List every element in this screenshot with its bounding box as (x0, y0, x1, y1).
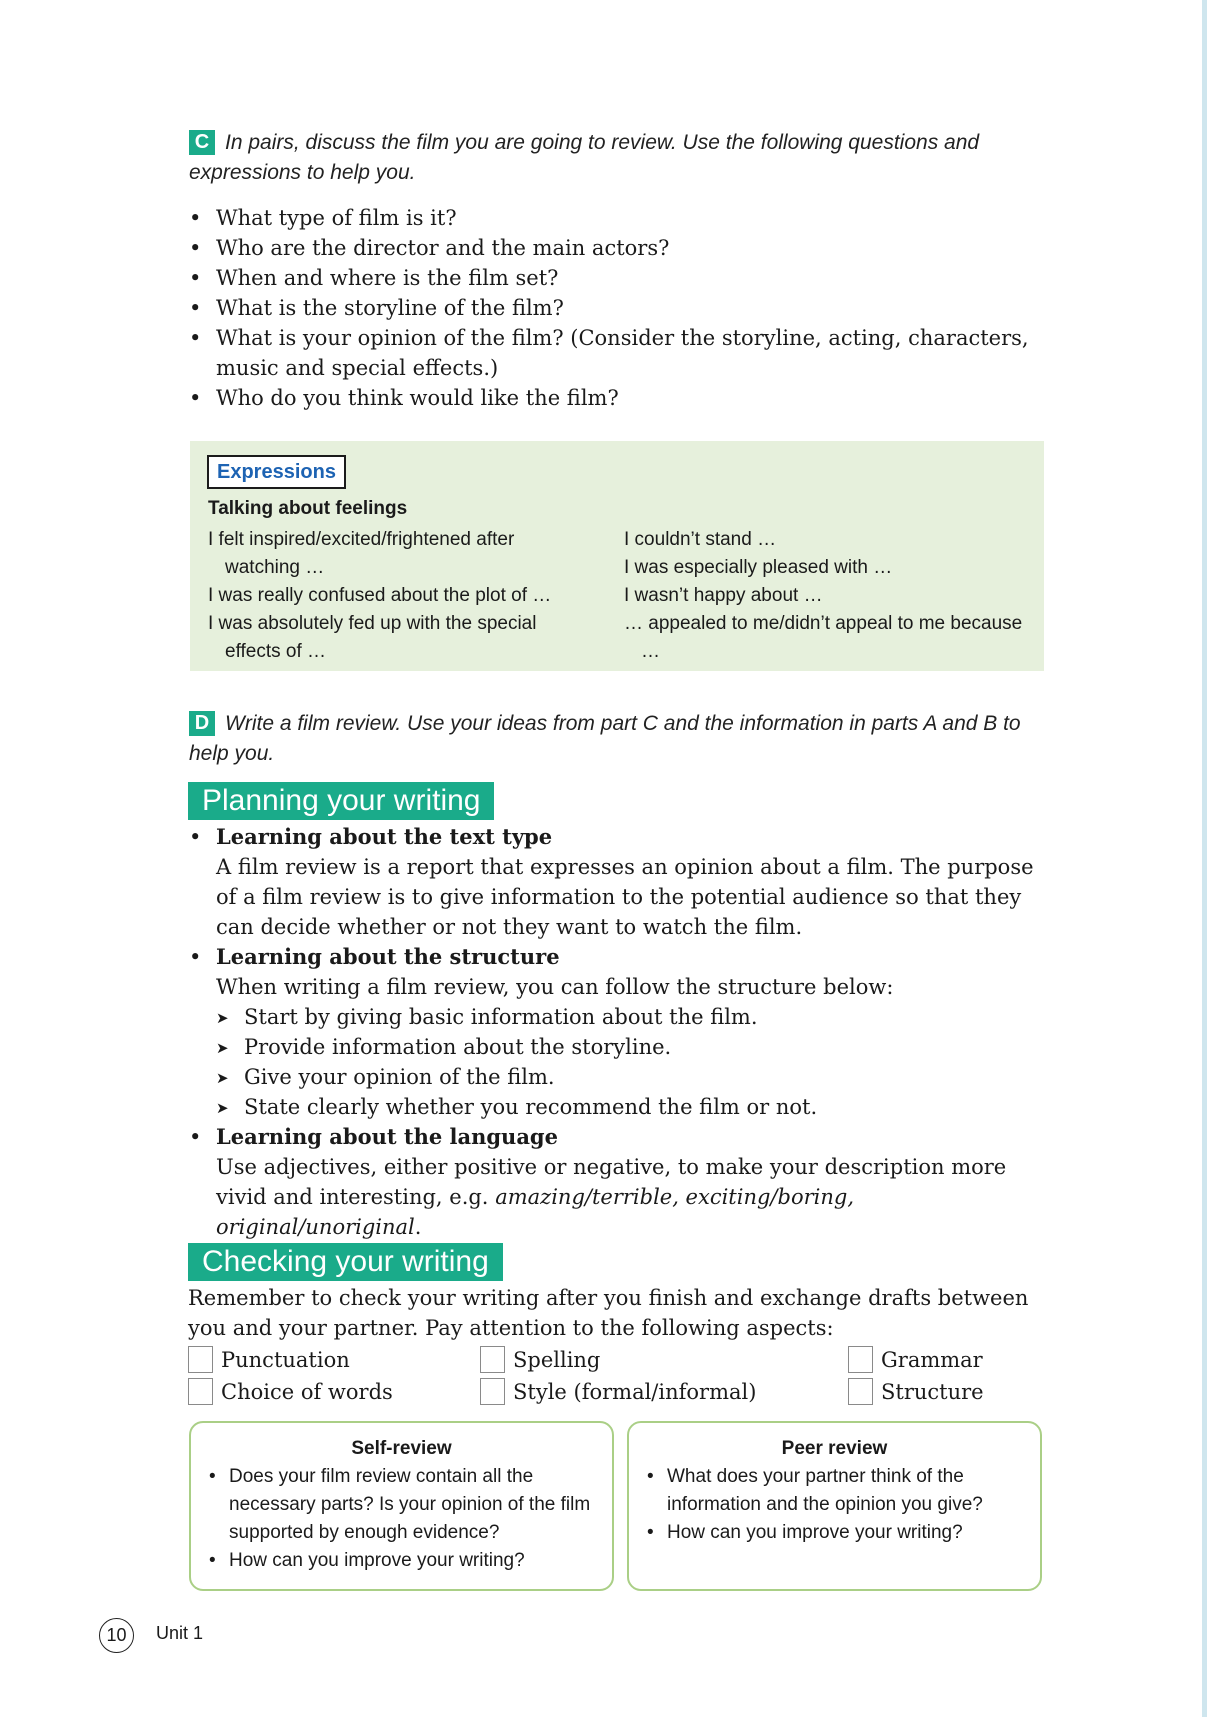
text-type-heading: • Learning about the text type (216, 824, 553, 849)
list-item: • What is your opinion of the film? (Consider the storyline, acting, characters, music and special effects.) (189, 323, 1049, 383)
checking-banner: Checking your writing (188, 1243, 503, 1281)
planning-banner: Planning your writing (188, 782, 494, 820)
checklist-item[interactable] (848, 1378, 984, 1406)
checkbox[interactable] (188, 1378, 213, 1405)
expression-item: I was especially pleased with … (624, 557, 893, 578)
self-review-title: Self-review (351, 1438, 452, 1459)
expressions-left-column (208, 526, 588, 666)
section-d-letter: D (189, 711, 215, 736)
expression-item: I couldn’t stand … (624, 529, 777, 550)
list-item: • How can you improve your writing? (209, 1547, 598, 1575)
checklist-label: Style (formal/informal) (513, 1380, 757, 1404)
checklist-item[interactable] (848, 1346, 983, 1374)
expression-item: I was really confused about the plot of … (208, 585, 552, 606)
planning-item-language (189, 1122, 1049, 1242)
expression-item: I wasn’t happy about … (624, 585, 823, 606)
structure-step: ➤ Provide information about the storyline. (189, 1032, 1049, 1062)
expression-item: I felt inspired/excited/frightened after watching … (208, 529, 515, 578)
structure-heading: • Learning about the structure (216, 944, 560, 969)
section-c-letter: C (189, 130, 215, 155)
checklist-label: Choice of words (221, 1380, 393, 1404)
peer-review-title: Peer review (781, 1438, 888, 1459)
unit-label: Unit 1 (156, 1623, 204, 1643)
section-d-text: Write a film review. Use your ideas from part C and the information in parts A and B to help you. (189, 712, 1021, 765)
checklist-label: Grammar (881, 1348, 983, 1372)
text-type-body: A film review is a report that expresses an opinion about a film. The purpose of a film review is to give information to the potential audience so that they can decide whether or not they want to watch the film. (216, 855, 1034, 939)
self-review-box (189, 1421, 614, 1591)
list-item: • When and where is the film set? (189, 263, 1049, 293)
page-edge-strip (1202, 0, 1207, 1717)
checkbox[interactable] (848, 1346, 873, 1373)
checklist-label: Spelling (513, 1348, 601, 1372)
structure-intro: When writing a film review, you can follow the structure below: (216, 975, 894, 999)
planning-content (189, 822, 1049, 1242)
expression-item: … appealed to me/didn’t appeal to me because … (624, 613, 1023, 662)
list-item: • What type of film is it? (189, 203, 1049, 233)
structure-step: ➤ Give your opinion of the film. (189, 1062, 1049, 1092)
checklist-item[interactable] (480, 1378, 756, 1406)
language-examples: amazing/terrible, exciting/boring, original/unoriginal (216, 1185, 854, 1239)
language-body: Use adjectives, either positive or negative, to make your description more vivid and interesting, e.g. (216, 1155, 1007, 1209)
list-item: • How can you improve your writing? (647, 1519, 1026, 1547)
checklist-label: Structure (881, 1380, 984, 1404)
checklist-item[interactable] (188, 1378, 393, 1406)
planning-item-text-type (189, 822, 1049, 942)
list-item: • Who are the director and the main actors? (189, 233, 1049, 263)
checklist-item[interactable] (188, 1346, 350, 1374)
expressions-box (190, 441, 1044, 671)
section-c-instruction (189, 128, 1039, 188)
expressions-heading: Talking about feelings (208, 498, 408, 519)
checklist-label: Punctuation (221, 1348, 350, 1372)
planning-item-structure (189, 942, 1049, 1002)
self-review-list (191, 1463, 612, 1575)
list-item: • Does your film review contain all the necessary parts? Is your opinion of the film supported by enough evidence? (209, 1463, 598, 1547)
expressions-right-column (624, 526, 1024, 666)
peer-review-list (629, 1463, 1040, 1547)
peer-review-box (627, 1421, 1042, 1591)
discussion-questions (189, 203, 1049, 413)
structure-step: ➤ Start by giving basic information about the film. (189, 1002, 1049, 1032)
checking-intro: Remember to check your writing after you finish and exchange drafts between you and your partner. Pay attention to the following aspects: (188, 1286, 1029, 1340)
list-item: • What is the storyline of the film? (189, 293, 1049, 323)
expressions-tag: Expressions (207, 455, 346, 489)
checkbox[interactable] (188, 1346, 213, 1373)
checkbox[interactable] (480, 1378, 505, 1405)
list-item: • What does your partner think of the information and the opinion you give? (647, 1463, 1026, 1519)
language-heading: • Learning about the language (216, 1124, 558, 1149)
section-c-text: In pairs, discuss the film you are going to review. Use the following questions and expressions to help you. (189, 131, 980, 184)
checkbox[interactable] (480, 1346, 505, 1373)
expression-item: I was absolutely fed up with the special effects of … (208, 613, 537, 662)
list-item: • Who do you think would like the film? (189, 383, 1049, 413)
language-end: . (414, 1215, 422, 1239)
section-d-instruction (189, 709, 1039, 769)
checkbox[interactable] (848, 1378, 873, 1405)
page-number: 10 (99, 1618, 134, 1653)
structure-step: ➤ State clearly whether you recommend the film or not. (189, 1092, 1049, 1122)
language-body-wrap (216, 1152, 1049, 1242)
checklist-item[interactable] (480, 1346, 600, 1374)
